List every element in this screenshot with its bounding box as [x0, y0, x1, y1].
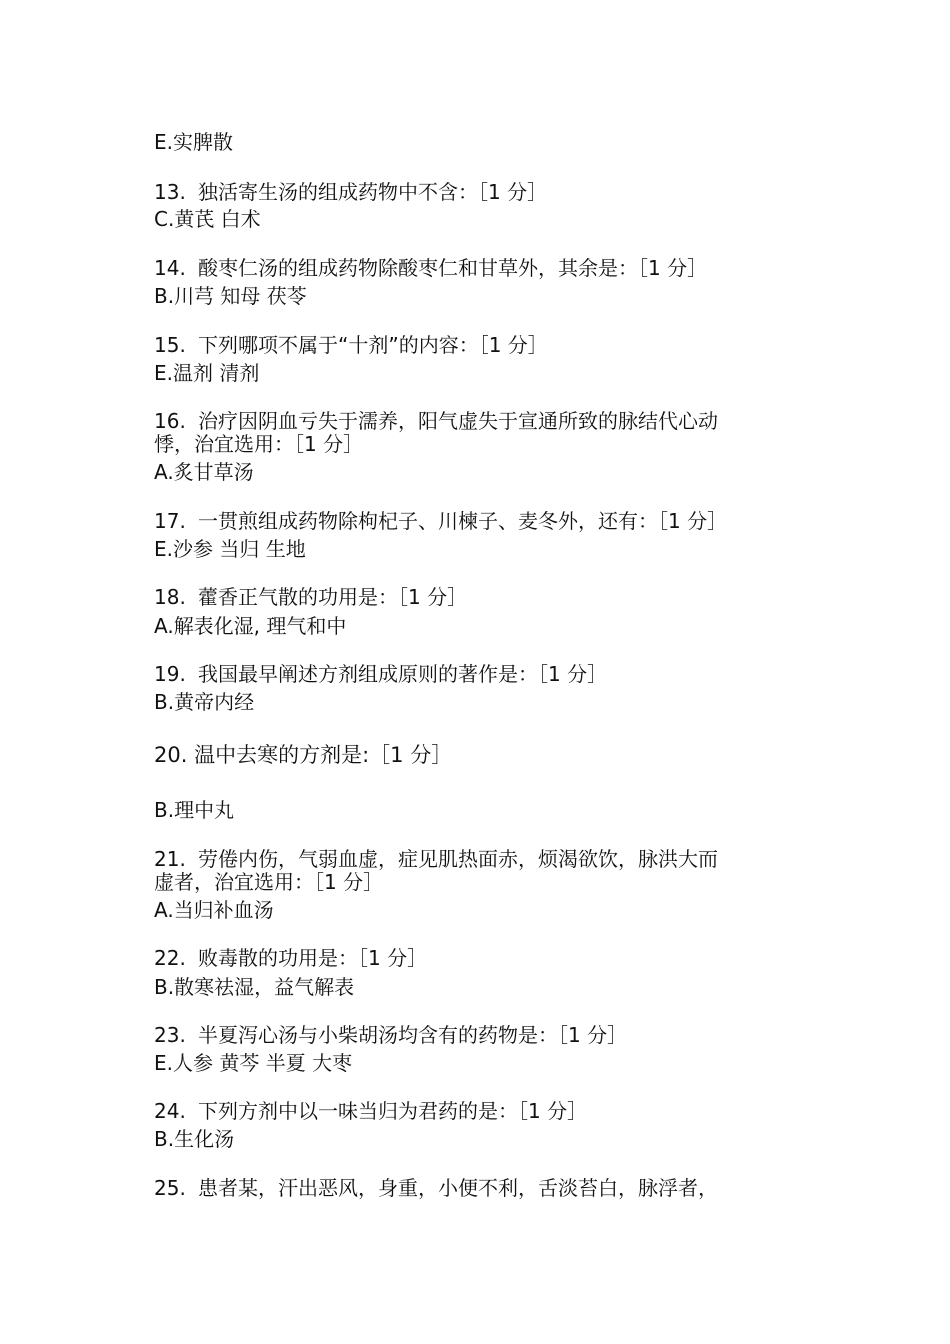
question-text: 败毒散的功用是：［1 分］: [198, 946, 428, 970]
question-number: 17.: [154, 509, 186, 533]
answer-16: A.炙甘草汤: [154, 460, 254, 484]
question-number: 22.: [154, 946, 186, 970]
answer-14: B.川芎 知母 茯苓: [154, 284, 307, 308]
question-18: [154, 586, 814, 609]
question-19: [154, 663, 814, 686]
question-16: [154, 410, 814, 433]
answer-13: C.黄芪 白术: [154, 207, 261, 231]
question-24: [154, 1100, 814, 1123]
question-text: 下列方剂中以一味当归为君药的是：［1 分］: [198, 1099, 588, 1123]
answer-24: B.生化汤: [154, 1127, 235, 1151]
question-number: 19.: [154, 662, 186, 686]
question-number: 20.: [154, 743, 188, 767]
question-text: 治疗因阴血亏失于濡养，阳气虚失于宣通所致的脉结代心动: [198, 409, 718, 433]
question-text: 下列哪项不属于“十剂”的内容：［1 分］: [198, 333, 548, 357]
answer-15: E.温剂 清剂: [154, 361, 260, 385]
answer-18: A.解表化湿, 理气和中: [154, 614, 347, 638]
answer-21: A.当归补血汤: [154, 898, 274, 922]
answer-20: B.理中丸: [154, 798, 235, 822]
question-21: [154, 848, 814, 871]
question-text: 藿香正气散的功用是：［1 分］: [198, 585, 468, 609]
question-text: 劳倦内伤，气弱血虚，症见肌热面赤，烦渴欲饮，脉洪大而: [198, 847, 718, 871]
question-number: 14.: [154, 256, 186, 280]
question-text: 我国最早阐述方剂组成原则的著作是：［1 分］: [198, 662, 608, 686]
question-22: [154, 947, 814, 970]
question-21-continued: 虚者，治宜选用：［1 分］: [154, 870, 384, 894]
question-number: 21.: [154, 847, 186, 871]
question-25: [154, 1177, 814, 1200]
question-number: 13.: [154, 180, 186, 204]
question-16-continued: 悸，治宜选用：［1 分］: [154, 432, 364, 456]
question-23: [154, 1024, 814, 1047]
answer-12: E.实脾散: [154, 130, 233, 154]
question-number: 18.: [154, 585, 186, 609]
question-14: [154, 257, 814, 280]
question-number: 23.: [154, 1023, 186, 1047]
question-text: 半夏泻心汤与小柴胡汤均含有的药物是：［1 分］: [198, 1023, 628, 1047]
question-text: 酸枣仁汤的组成药物除酸枣仁和甘草外，其余是：［1 分］: [198, 256, 708, 280]
question-text: 温中去寒的方剂是:［1 分］: [194, 743, 453, 767]
question-number: 25.: [154, 1176, 186, 1200]
question-17: [154, 510, 814, 533]
answer-17: E.沙参 当归 生地: [154, 537, 306, 561]
question-13: [154, 181, 814, 204]
question-text: 一贯煎组成药物除枸杞子、川楝子、麦冬外，还有：［1 分］: [198, 509, 728, 533]
answer-23: E.人参 黄芩 半夏 大枣: [154, 1051, 353, 1075]
answer-19: B.黄帝内经: [154, 690, 255, 714]
question-20: [154, 744, 814, 767]
question-number: 24.: [154, 1099, 186, 1123]
question-15: [154, 334, 814, 357]
question-text: 独活寄生汤的组成药物中不含：［1 分］: [198, 180, 548, 204]
question-text: 患者某，汗出恶风，身重，小便不利，舌淡苔白，脉浮者，: [198, 1176, 718, 1200]
answer-22: B.散寒祛湿，益气解表: [154, 975, 355, 999]
question-number: 16.: [154, 409, 186, 433]
question-number: 15.: [154, 333, 186, 357]
